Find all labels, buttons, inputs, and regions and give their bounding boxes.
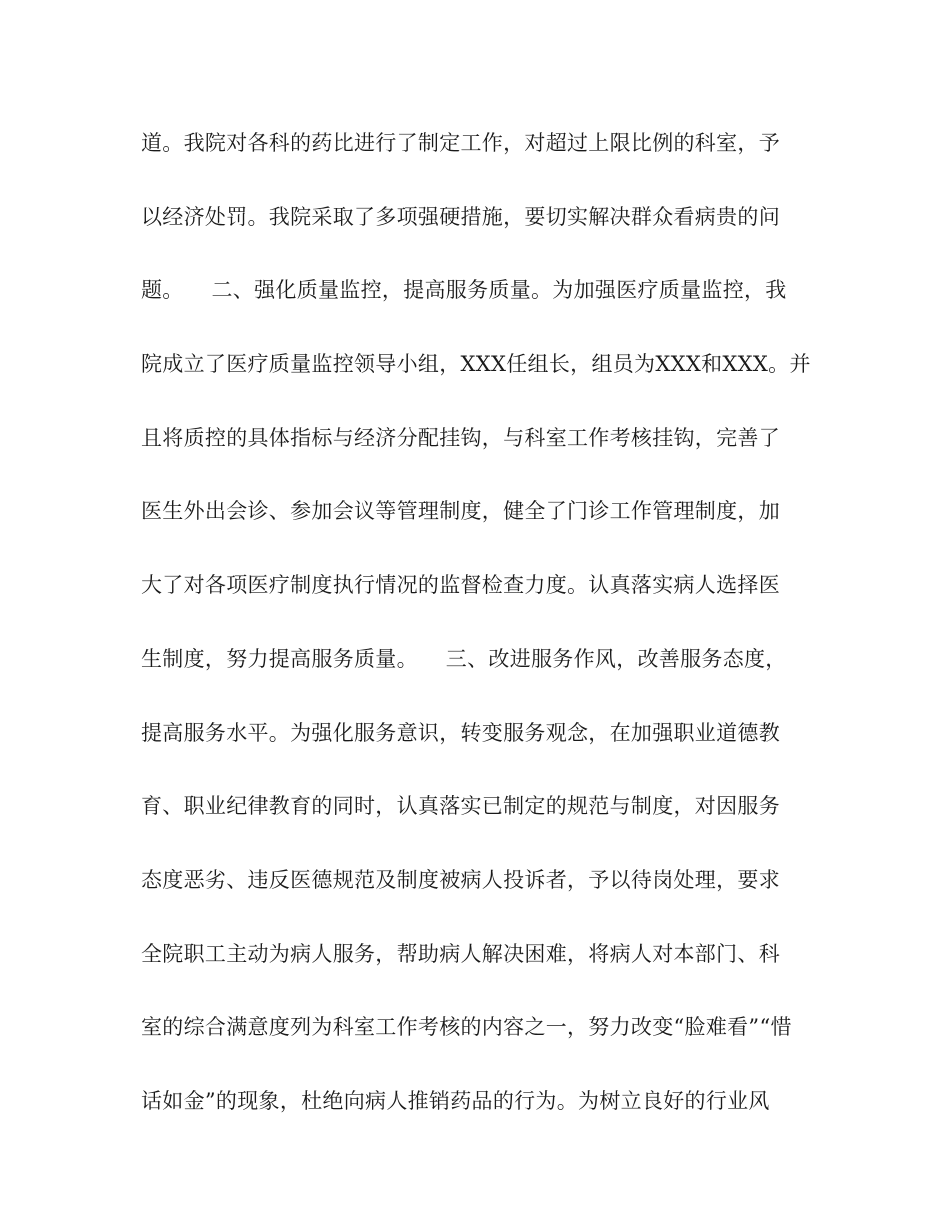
- text-line: 题。 二、强化质量监控，提高服务质量。为加强医疗质量监控，我: [141, 278, 787, 303]
- text-line: 育、职业纪律教育的同时，认真落实已制定的规范与制度，对因服务: [141, 794, 780, 819]
- text-line: 大了对各项医疗制度执行情况的监督检查力度。认真落实病人选择医: [141, 573, 780, 598]
- text-line: 道。我院对各科的药比进行了制定工作，对超过上限比例的科室，予: [141, 131, 780, 155]
- text-line: 生制度，努力提高服务质量。 三、改进服务作风，改善服务态度，: [141, 646, 787, 671]
- text-line: 全院职工主动为病人服务，帮助病人解决困难，将病人对本部门、科: [141, 941, 780, 966]
- text-line: 医生外出会诊、参加会议等管理制度，健全了门诊工作管理制度，加: [141, 499, 780, 524]
- body-text: [141, 121, 821, 1153]
- text-line: 话如金”的现象，杜绝向病人推销药品的行为。为树立良好的行业风: [141, 1088, 770, 1113]
- text-line: 提高服务水平。为强化服务意识，转变服务观念，在加强职业道德教: [141, 720, 780, 745]
- text-line: 室的综合满意度列为科室工作考核的内容之一，努力改变“脸难看”“惜: [141, 1015, 792, 1040]
- text-line: 院成立了医疗质量监控领导小组，XXX任组长，组员为XXX和XXX。并: [141, 352, 811, 377]
- text-line: 且将质控的具体指标与经济分配挂钩，与科室工作考核挂钩，完善了: [141, 425, 780, 450]
- text-line: 以经济处罚。我院采取了多项强硬措施，要切实解决群众看病贵的问: [141, 204, 780, 229]
- text-line: 态度恶劣、违反医德规范及制度被病人投诉者，予以待岗处理，要求: [141, 867, 780, 892]
